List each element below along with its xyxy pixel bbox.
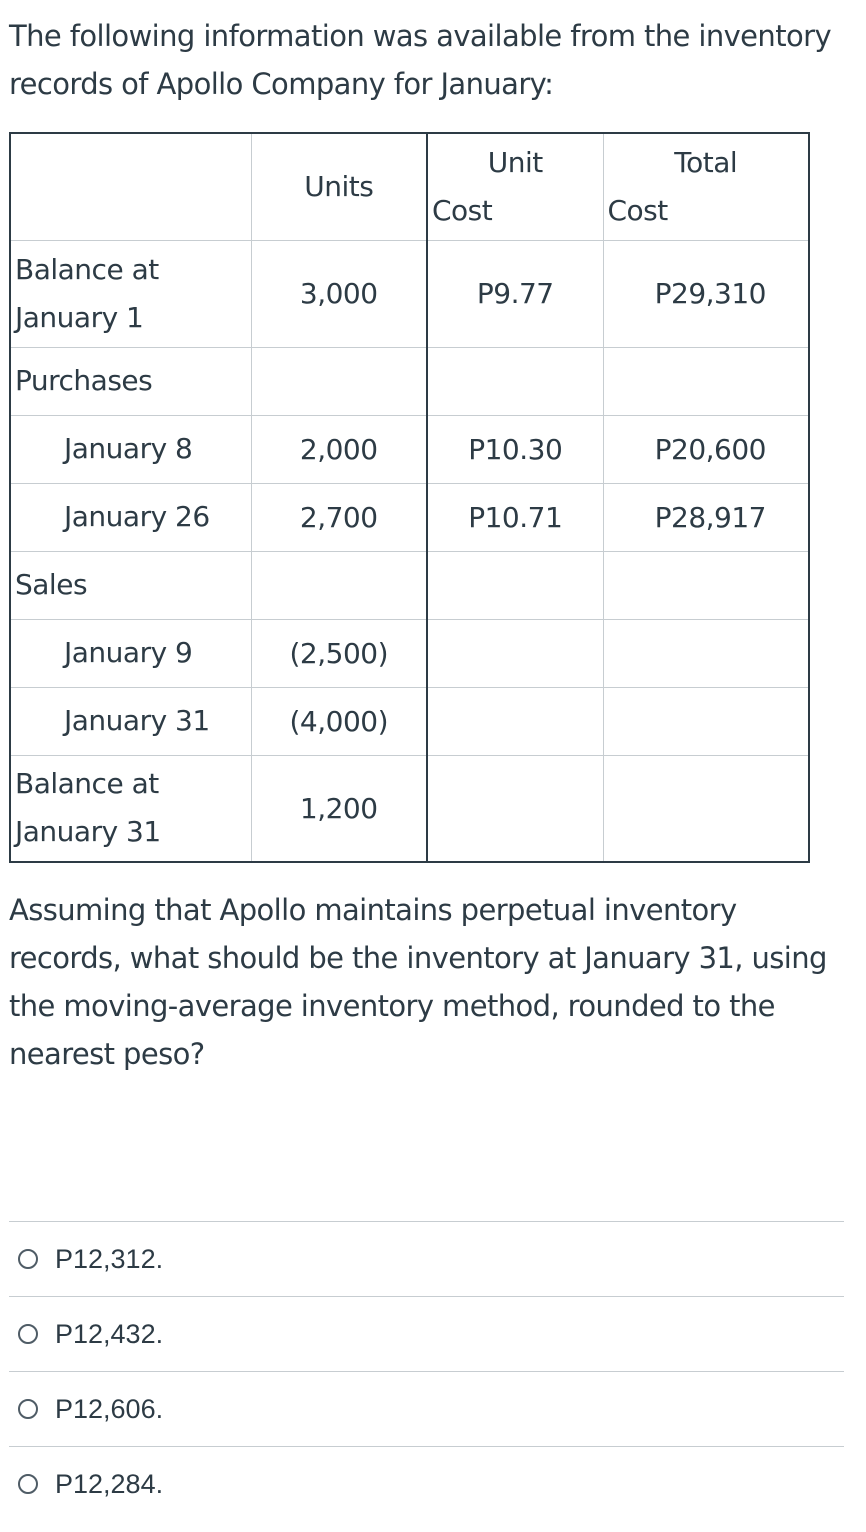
row-total-cost	[603, 551, 809, 619]
row-units: 1,200	[251, 755, 427, 862]
row-label: Balance at January 1	[10, 240, 251, 347]
header-unit-cost-line2: Cost	[432, 193, 493, 227]
radio-button-icon[interactable]	[18, 1249, 38, 1269]
row-label: Balance at January 31	[10, 755, 251, 862]
row-unit-cost	[427, 687, 603, 755]
row-units: (4,000)	[251, 687, 427, 755]
table-row	[10, 415, 809, 483]
header-unit-cost-line1: Unit	[487, 145, 543, 179]
answer-choice-label[interactable]: P12,284.	[55, 1468, 164, 1499]
radio-button-icon[interactable]	[18, 1399, 38, 1419]
row-total-cost: P28,917	[603, 483, 809, 551]
row-units: 2,000	[251, 415, 427, 483]
header-total-cost	[603, 133, 809, 240]
row-total-cost: P29,310	[603, 240, 809, 347]
row-units: 2,700	[251, 483, 427, 551]
radio-button-icon[interactable]	[18, 1324, 38, 1344]
row-total-cost	[603, 619, 809, 687]
header-units	[251, 133, 427, 240]
row-label: Purchases	[10, 347, 251, 415]
row-total-cost	[603, 687, 809, 755]
row-unit-cost: P9.77	[427, 240, 603, 347]
answer-choice-label[interactable]: P12,312.	[55, 1243, 164, 1274]
header-units-label: Units	[304, 170, 374, 204]
row-label: January 9	[10, 619, 251, 687]
row-label: January 26	[10, 483, 251, 551]
row-total-cost	[603, 347, 809, 415]
table-row	[10, 755, 809, 862]
row-unit-cost: P10.30	[427, 415, 603, 483]
question-intro: The following information was available from the inventory records of Apollo Company for January:	[9, 19, 832, 101]
header-unit-cost	[427, 133, 603, 240]
answer-choice[interactable]	[9, 1371, 844, 1446]
question-text: Assuming that Apollo maintains perpetual inventory records, what should be the inventory at January 31, using the moving-average inventory method, rounded to the nearest peso?	[9, 893, 827, 1071]
row-total-cost	[603, 755, 809, 862]
table-row	[10, 240, 809, 347]
table-header-row	[10, 133, 809, 240]
table-row	[10, 551, 809, 619]
header-empty-cell	[10, 133, 251, 240]
row-unit-cost	[427, 551, 603, 619]
row-label: Sales	[10, 551, 251, 619]
row-units	[251, 347, 427, 415]
table-row	[10, 483, 809, 551]
table-row	[10, 347, 809, 415]
answer-choice[interactable]	[9, 1221, 844, 1296]
row-unit-cost	[427, 619, 603, 687]
row-label: January 8	[10, 415, 251, 483]
answer-choice[interactable]	[9, 1296, 844, 1371]
header-total-cost-line2: Cost	[607, 193, 668, 227]
header-total-cost-line1: Total	[674, 145, 738, 179]
row-units	[251, 551, 427, 619]
row-unit-cost: P10.71	[427, 483, 603, 551]
table-row	[10, 687, 809, 755]
row-units: 3,000	[251, 240, 427, 347]
answer-choice-label[interactable]: P12,606.	[55, 1393, 164, 1424]
radio-button-icon[interactable]	[18, 1474, 38, 1494]
row-unit-cost	[427, 347, 603, 415]
inventory-table	[9, 132, 810, 863]
row-units: (2,500)	[251, 619, 427, 687]
answer-choice[interactable]	[9, 1446, 844, 1521]
table-row	[10, 619, 809, 687]
row-label: January 31	[10, 687, 251, 755]
answer-choices	[9, 1221, 844, 1521]
row-unit-cost	[427, 755, 603, 862]
row-total-cost: P20,600	[603, 415, 809, 483]
answer-choice-label[interactable]: P12,432.	[55, 1318, 164, 1349]
